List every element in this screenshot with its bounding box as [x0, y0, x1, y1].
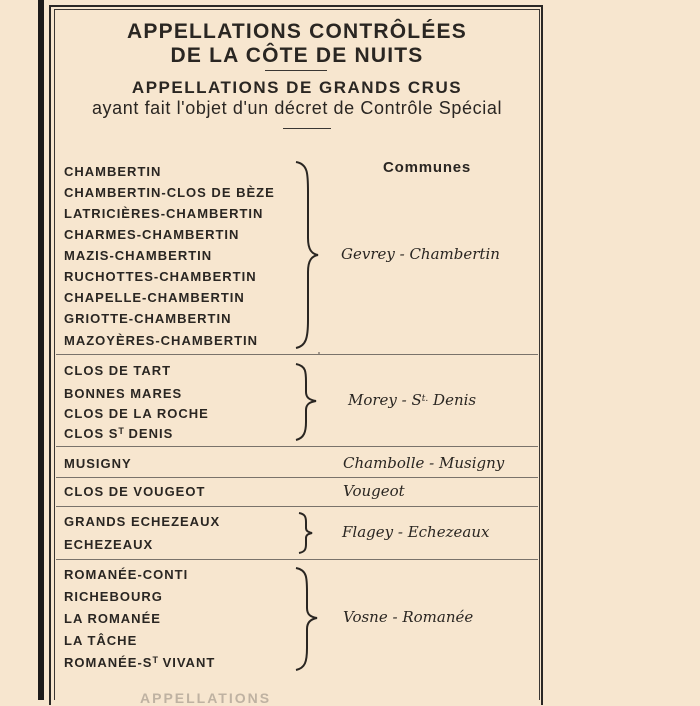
cru-clos-st-denis: CLOS $S^T$ DENIS — [64, 426, 174, 441]
commune-vosne-romanee: Vosne - Romanée — [343, 608, 474, 626]
group-separator-3 — [56, 477, 538, 478]
title-line-1: APPELLATIONS CONTRÔLÉES — [127, 20, 467, 43]
cru-richebourg: RICHEBOURG — [64, 589, 163, 604]
cru-chapelle-chambertin: CHAPELLE-CHAMBERTIN — [64, 290, 245, 305]
commune-morey-st-denis: Morey - $S^{t.}$ Denis — [348, 391, 477, 409]
cru-romanee-conti: ROMANÉE-CONTI — [64, 567, 189, 582]
group-separator-2 — [56, 446, 538, 447]
cru-echezeaux: ECHEZEAUX — [64, 537, 154, 552]
brace-vosne — [292, 566, 322, 672]
cru-clos-de-tart: CLOS DE TART — [64, 363, 172, 378]
cru-grands-echezeaux: GRANDS ECHEZEAUX — [64, 514, 221, 529]
cru-chambertin: CHAMBERTIN — [64, 164, 162, 179]
title-line-2: DE LA CÔTE DE NUITS — [170, 44, 424, 67]
cru-charmes-chambertin: CHARMES-CHAMBERTIN — [64, 227, 240, 242]
subtitle-divider — [283, 128, 331, 129]
group-separator-4 — [56, 506, 538, 507]
group-separator-1 — [56, 354, 538, 355]
cru-bonnes-mares: BONNES MARES — [64, 386, 183, 401]
cru-romanee-st-vivant: ROMANÉE-$S^T$ VIVANT — [64, 655, 216, 670]
group-separator-5 — [56, 559, 538, 560]
subtitle-line-1: APPELLATIONS DE GRANDS CRUS — [131, 78, 463, 97]
cru-chambertin-clos-de-beze: CHAMBERTIN-CLOS DE BÈZE — [64, 185, 275, 200]
cru-clos-de-la-roche: CLOS DE LA ROCHE — [64, 406, 209, 421]
commune-flagey-echezeaux: Flagey - Echezeaux — [342, 523, 490, 541]
cru-mazoyeres-chambertin: MAZOYÈRES-CHAMBERTIN — [64, 333, 259, 348]
cru-la-tache: LA TÂCHE — [64, 633, 138, 648]
cru-mazis-chambertin: MAZIS-CHAMBERTIN — [64, 248, 213, 263]
next-section-heading-partial: APPELLATIONS — [140, 690, 272, 706]
left-border-rule — [38, 0, 44, 700]
subtitle-line-2: ayant fait l'objet d'un décret de Contrôle Spécial — [91, 98, 503, 118]
cru-musigny: MUSIGNY — [64, 456, 132, 471]
brace-flagey — [296, 512, 316, 554]
cru-latricieres-chambertin: LATRICIÈRES-CHAMBERTIN — [64, 206, 264, 221]
brace-gevrey — [292, 160, 322, 350]
cru-griotte-chambertin: GRIOTTE-CHAMBERTIN — [64, 311, 232, 326]
commune-chambolle-musigny: Chambolle - Musigny — [343, 454, 505, 472]
cru-ruchottes-chambertin: RUCHOTTES-CHAMBERTIN — [64, 269, 257, 284]
title-divider — [265, 70, 327, 71]
brace-morey — [292, 362, 322, 442]
cru-clos-de-vougeot: CLOS DE VOUGEOT — [64, 484, 206, 499]
commune-vougeot: Vougeot — [343, 482, 405, 500]
communes-column-heading: Communes — [383, 159, 472, 176]
cru-la-romanee: LA ROMANÉE — [64, 611, 161, 626]
inner-frame-top — [54, 9, 540, 10]
commune-gevrey-chambertin: Gevrey - Chambertin — [341, 245, 500, 263]
inner-frame-right — [539, 9, 540, 700]
